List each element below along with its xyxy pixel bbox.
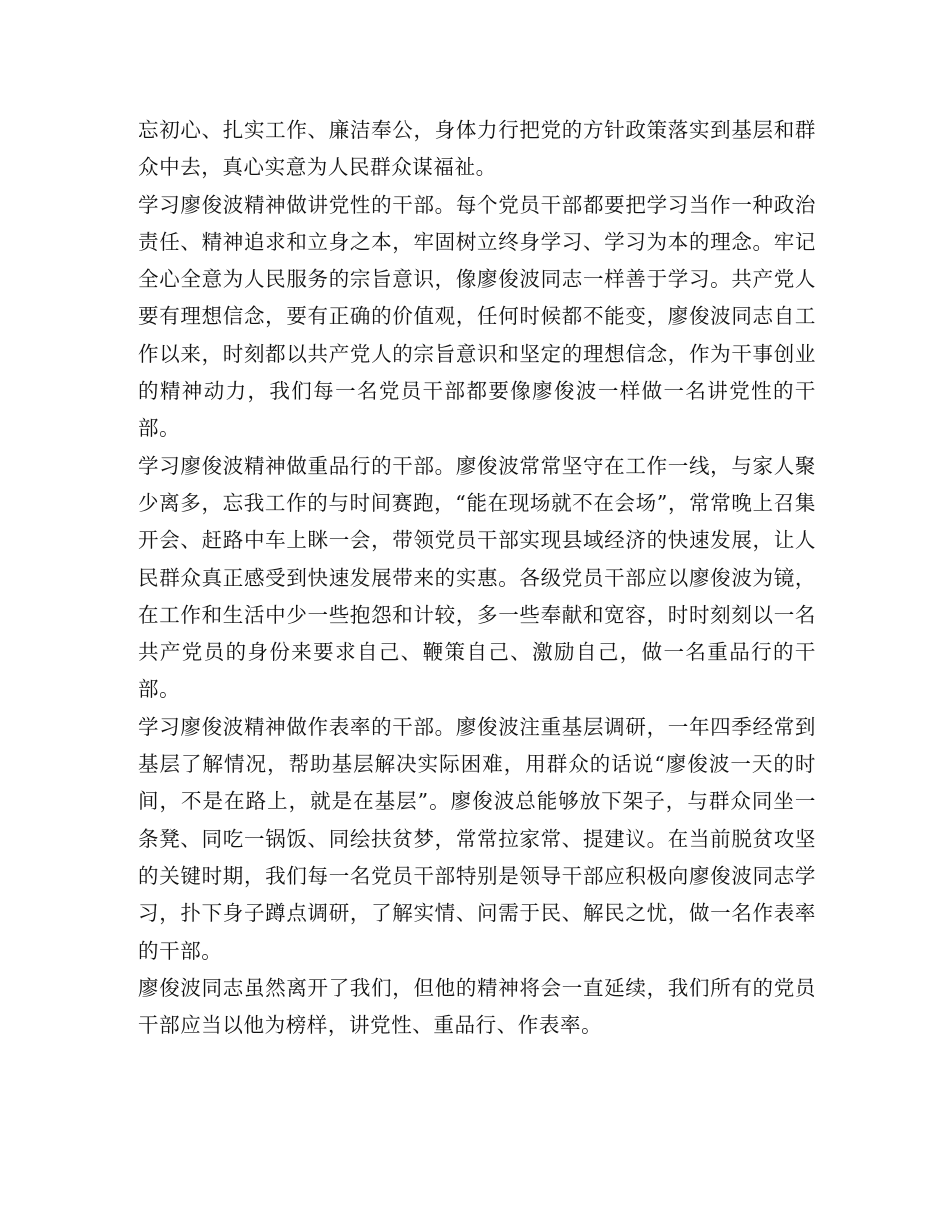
document-body [138,112,816,1044]
paragraph-intro-continuation: 忘初心、扎实工作、廉洁奉公，身体力行把党的方针政策落实到基层和群众中去，真心实意为人民群众谋福祉。 [138,118,816,180]
paragraph-moral-conduct: 学习廖俊波精神做重品行的干部。廖俊波常常坚守在工作一线，与家人聚少离多，忘我工作的与时间赛跑，“能在现场就不在会场”，常常晚上召集开会、赶路中车上眯一会，带领党员干部实现县域经济的快速发展，让人民群众真正感受到快速发展带来的实惠。各级党员干部应以廖俊波为镜，在工作和生活中少一些抱怨和计较，多一些奉献和宽容，时时刻刻以一名共产党员的身份来要求自己、鞭策自己、激励自己，做一名重品行的干部。 [138,453,816,702]
paragraph-conclusion: 廖俊波同志虽然离开了我们，但他的精神将会一直延续，我们所有的党员干部应当以他为榜样，讲党性、重品行、作表率。 [138,975,816,1038]
paragraph-role-model: 学习廖俊波精神做作表率的干部。廖俊波注重基层调研，一年四季经常到基层了解情况，帮助基层解决实际困难，用群众的话说“廖俊波一天的时间，不是在路上，就是在基层”。廖俊波总能够放下架子，与群众同坐一条凳、同吃一锅饭、同绘扶贫梦，常常拉家常、提建议。在当前脱贫攻坚的关键时期，我们每一名党员干部特别是领导干部应积极向廖俊波同志学习，扑下身子蹲点调研，了解实情、问需于民、解民之忧，做一名作表率的干部。 [138,714,816,963]
paragraph-party-spirit: 学习廖俊波精神做讲党性的干部。每个党员干部都要把学习当作一种政治责任、精神追求和立身之本，牢固树立终身学习、学习为本的理念。牢记全心全意为人民服务的宗旨意识，像廖俊波同志一样善于学习。共产党人要有理想信念，要有正确的价值观，任何时候都不能变，廖俊波同志自工作以来，时刻都以共产党人的宗旨意识和坚定的理想信念，作为干事创业的精神动力，我们每一名党员干部都要像廖俊波一样做一名讲党性的干部。 [138,192,816,441]
